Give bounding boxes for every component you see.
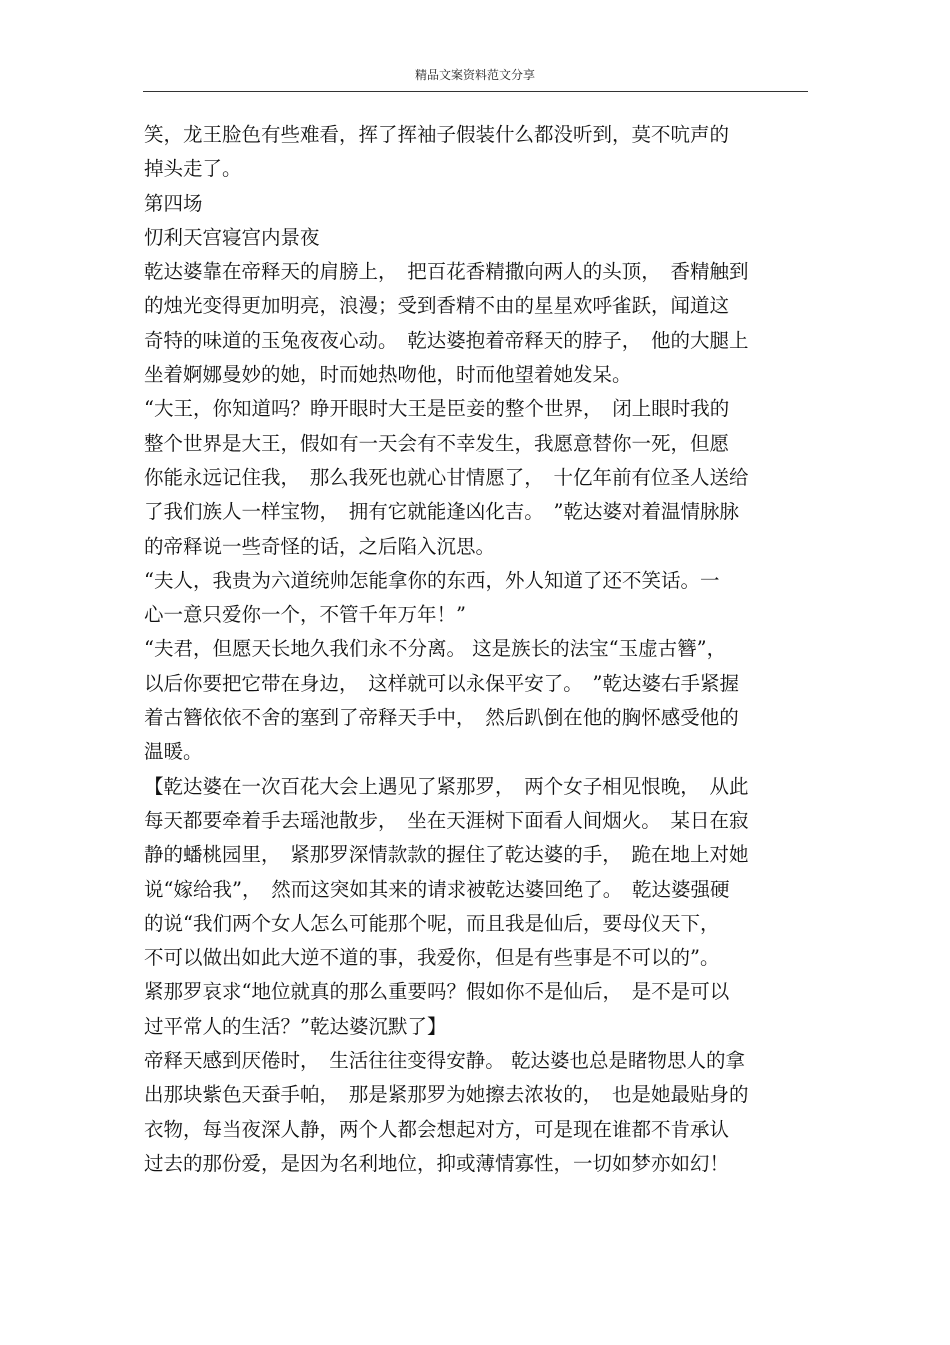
text-line: 的烛光变得更加明亮，浪漫；受到香精不由的星星欢呼雀跃，闻道这 xyxy=(144,294,730,318)
document-body xyxy=(144,118,814,1181)
text-line: 每天都要牵着手去瑶池散步， 坐在天涯树下面看人间烟火。 某日在寂 xyxy=(144,808,749,832)
text-line: 你能永远记住我， 那么我死也就心甘情愿了， 十亿年前有位圣人送给 xyxy=(144,465,749,489)
text-line: 笑，龙王脸色有些难看，挥了挥袖子假装什么都没听到，莫不吭声的 xyxy=(144,123,730,146)
page-header: 精品文案资料范文分享 xyxy=(414,68,535,82)
text-line: “大王，你知道吗？睁开眼时大王是臣妾的整个世界， 闭上眼时我的 xyxy=(144,397,730,421)
text-line: “夫人，我贵为六道统帅怎能拿你的东西，外人知道了还不笑话。一 xyxy=(144,568,720,592)
text-line: 心一意只爱你一个，不管千年万年！” xyxy=(144,603,466,627)
text-line: 说“嫁给我”， 然而这突如其来的请求被乾达婆回绝了。 乾达婆强硬 xyxy=(144,877,730,901)
text-line: 的帝释说一些奇怪的话，之后陷入沉思。 xyxy=(144,534,496,558)
text-line: 乾达婆靠在帝释天的肩膀上， 把百花香精撒向两人的头顶， 香精触到 xyxy=(144,260,749,284)
text-line: 帝释天感到厌倦时， 生活往往变得安静。 乾达婆也总是睹物思人的拿 xyxy=(144,1049,745,1073)
text-line: 的说“我们两个女人怎么可能那个呢，而且我是仙后，要母仪天下， xyxy=(144,911,720,935)
text-line: 着古簪依依不舍的塞到了帝释天手中， 然后趴倒在他的胸怀感受他的 xyxy=(144,706,739,730)
text-line: 出那块紫色天蚕手帕， 那是紧那罗为她擦去浓妆的， 也是她最贴身的 xyxy=(144,1083,749,1107)
text-line: 衣物，每当夜深人静，两个人都会想起对方，可是现在谁都不肯承认 xyxy=(144,1117,730,1141)
scene-location: 忉利天宫寝宫内景夜 xyxy=(144,225,320,249)
text-line: 过平常人的生活？”乾达婆沉默了】 xyxy=(144,1014,447,1038)
text-line: 奇特的味道的玉兔夜夜心动。 乾达婆抱着帝释天的脖子， 他的大腿上 xyxy=(144,328,749,352)
text-line: 温暖。 xyxy=(144,740,203,764)
text-line: 不可以做出如此大逆不道的事，我爱你，但是有些事是不可以的”。 xyxy=(144,946,720,970)
text-line: 以后你要把它带在身边， 这样就可以永保平安了。 ”乾达婆右手紧握 xyxy=(144,671,739,695)
header-divider xyxy=(143,91,808,92)
text-line: 了我们族人一样宝物， 拥有它就能逢凶化吉。 ”乾达婆对着温情脉脉 xyxy=(144,500,739,524)
text-line: 过去的那份爱，是因为名利地位，抑或薄情寡性，一切如梦亦如幻！ xyxy=(144,1151,730,1175)
text-line: 【乾达婆在一次百花大会上遇见了紧那罗， 两个女子相见恨晚， 从此 xyxy=(144,774,749,798)
scene-heading: 第四场 xyxy=(144,191,203,215)
text-line: 静的蟠桃园里， 紧那罗深情款款的握住了乾达婆的手， 跪在地上对她 xyxy=(144,843,749,867)
text-line: 整个世界是大王，假如有一天会有不幸发生，我愿意替你一死，但愿 xyxy=(144,431,730,455)
text-line: “夫君，但愿天长地久我们永不分离。 这是族长的法宝“玉虚古簪”， xyxy=(144,637,727,661)
text-line: 坐着婀娜曼妙的她，时而她热吻他，时而他望着她发呆。 xyxy=(144,363,632,387)
text-line: 掉头走了。 xyxy=(144,157,242,181)
text-line: 紧那罗哀求“地位就真的那么重要吗？假如你不是仙后， 是不是可以 xyxy=(144,980,730,1004)
